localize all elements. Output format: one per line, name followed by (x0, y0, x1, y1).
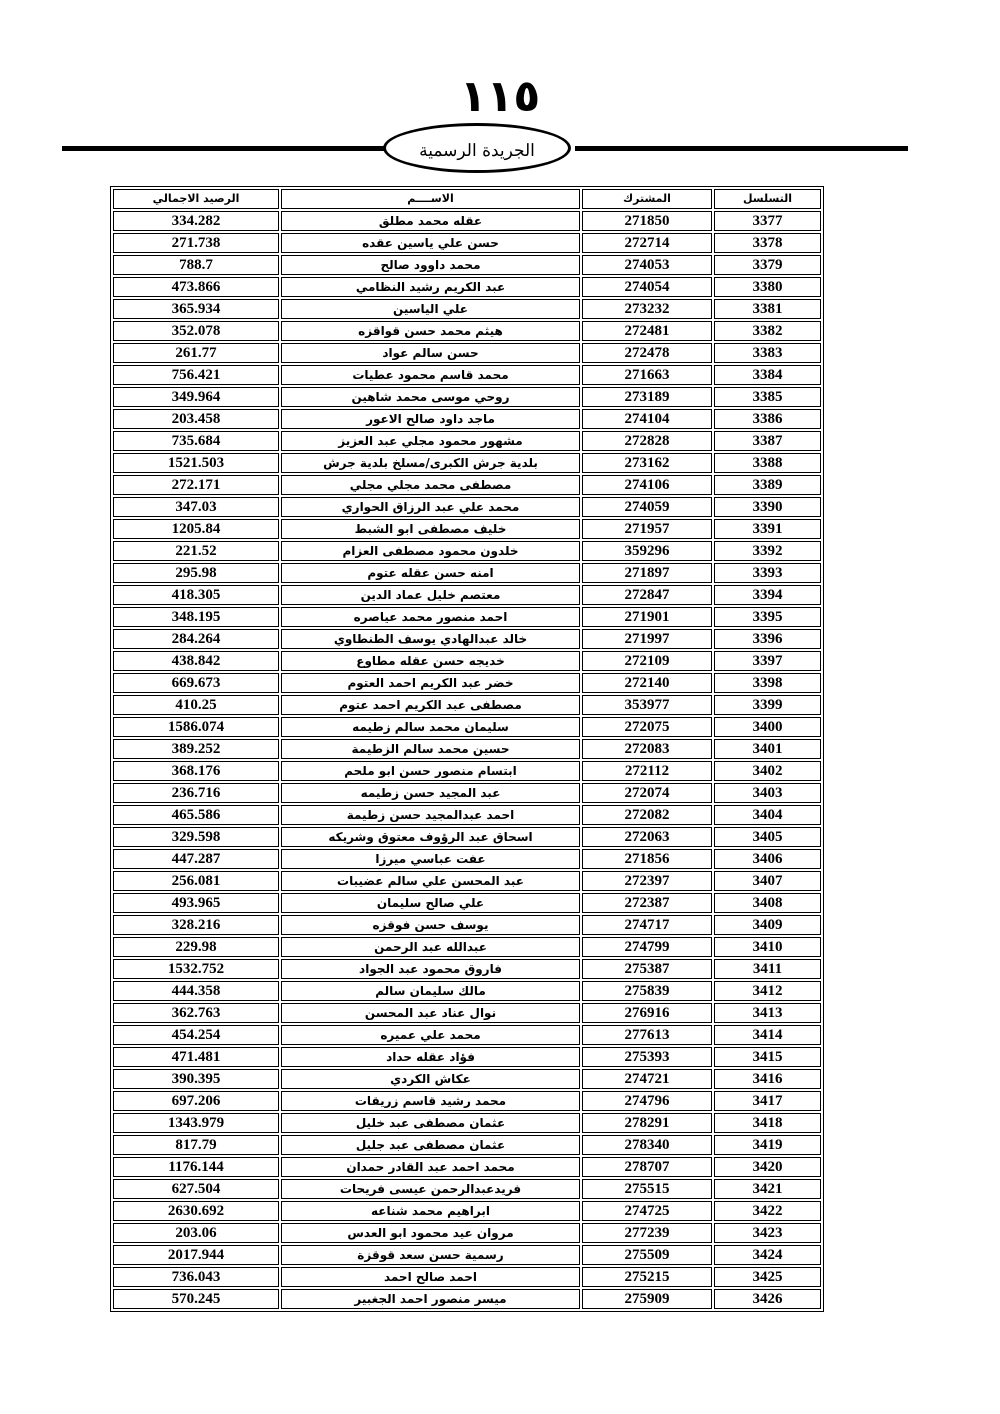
page-number: ١١٥ (459, 71, 541, 122)
table-row (113, 321, 821, 341)
subscriber-cell: 275393 (582, 1047, 712, 1067)
subscriber-cell: 278340 (582, 1135, 712, 1155)
table-row (113, 607, 821, 627)
serial-cell: 3403 (714, 783, 821, 803)
table-row (113, 739, 821, 759)
serial-cell: 3378 (714, 233, 821, 253)
masthead-title: الجريدة الرسمية (419, 141, 535, 161)
table-row (113, 1201, 821, 1221)
total-balance-cell: 352.078 (113, 321, 279, 341)
serial-cell: 3377 (714, 211, 821, 231)
table-row (113, 805, 821, 825)
name-cell: رسمية حسن سعد قوقزة (281, 1245, 580, 1265)
total-balance-cell: 256.081 (113, 871, 279, 891)
name-cell: سليمان محمد سالم زطيمه (281, 717, 580, 737)
subscriber-cell: 272082 (582, 805, 712, 825)
subscriber-cell: 274104 (582, 409, 712, 429)
table-row (113, 937, 821, 957)
name-cell: خلدون محمود مصطفى العزام (281, 541, 580, 561)
serial-cell: 3417 (714, 1091, 821, 1111)
serial-cell: 3388 (714, 453, 821, 473)
serial-cell: 3418 (714, 1113, 821, 1133)
serial-cell: 3414 (714, 1025, 821, 1045)
name-cell: مروان عيد محمود ابو العدس (281, 1223, 580, 1243)
subscriber-cell: 353977 (582, 695, 712, 715)
total-balance-cell: 390.395 (113, 1069, 279, 1089)
serial-cell: 3422 (714, 1201, 821, 1221)
serial-cell: 3423 (714, 1223, 821, 1243)
subscriber-cell: 278707 (582, 1157, 712, 1177)
serial-cell: 3406 (714, 849, 821, 869)
name-cell: علي صالح سليمان (281, 893, 580, 913)
table-row (113, 827, 821, 847)
serial-cell: 3386 (714, 409, 821, 429)
total-balance-cell: 1343.979 (113, 1113, 279, 1133)
name-cell: محمد احمد عبد القادر حمدان (281, 1157, 580, 1177)
total-balance-cell: 627.504 (113, 1179, 279, 1199)
subscriber-cell: 273232 (582, 299, 712, 319)
table-row (113, 1113, 821, 1133)
total-balance-cell: 203.06 (113, 1223, 279, 1243)
total-balance-cell: 362.763 (113, 1003, 279, 1023)
subscriber-cell: 272478 (582, 343, 712, 363)
serial-cell: 3393 (714, 563, 821, 583)
subscriber-cell: 271663 (582, 365, 712, 385)
table-row (113, 761, 821, 781)
total-balance-cell: 329.598 (113, 827, 279, 847)
subscriber-cell: 272397 (582, 871, 712, 891)
name-cell: احمد منصور محمد عياصره (281, 607, 580, 627)
subscriber-cell: 277239 (582, 1223, 712, 1243)
serial-cell: 3392 (714, 541, 821, 561)
name-cell: بلدية جرش الكبرى/مسلخ بلدية جرش (281, 453, 580, 473)
table-row (113, 651, 821, 671)
serial-cell: 3379 (714, 255, 821, 275)
serial-cell: 3415 (714, 1047, 821, 1067)
total-balance-cell: 438.842 (113, 651, 279, 671)
table-row (113, 299, 821, 319)
masthead-rule-left (62, 146, 385, 151)
table-row (113, 695, 821, 715)
table-row (113, 629, 821, 649)
name-cell: محمد علي عبد الرزاق الحواري (281, 497, 580, 517)
subscriber-cell: 271901 (582, 607, 712, 627)
total-balance-cell: 349.964 (113, 387, 279, 407)
subscriber-cell: 274725 (582, 1201, 712, 1221)
table-row (113, 585, 821, 605)
name-cell: محمد داوود صالح (281, 255, 580, 275)
name-cell: ماجد داود صالح الاعور (281, 409, 580, 429)
table-row (113, 211, 821, 231)
total-balance-cell: 418.305 (113, 585, 279, 605)
name-cell: علي الياسين (281, 299, 580, 319)
serial-cell: 3424 (714, 1245, 821, 1265)
total-balance-cell: 410.25 (113, 695, 279, 715)
table-row (113, 1289, 821, 1309)
total-balance-cell: 272.171 (113, 475, 279, 495)
table-row (113, 387, 821, 407)
table-row (113, 1003, 821, 1023)
table-row (113, 453, 821, 473)
serial-cell: 3381 (714, 299, 821, 319)
serial-cell: 3413 (714, 1003, 821, 1023)
table-row (113, 981, 821, 1001)
table-row (113, 541, 821, 561)
table-row (113, 563, 821, 583)
subscriber-cell: 275909 (582, 1289, 712, 1309)
subscriber-cell: 272714 (582, 233, 712, 253)
subscriber-cell: 272083 (582, 739, 712, 759)
subscriber-cell: 275509 (582, 1245, 712, 1265)
name-cell: عفت عباسي ميرزا (281, 849, 580, 869)
total-balance-cell: 368.176 (113, 761, 279, 781)
table-row (113, 871, 821, 891)
name-cell: خديجه حسن عقله مطاوع (281, 651, 580, 671)
serial-cell: 3390 (714, 497, 821, 517)
total-balance-cell: 261.77 (113, 343, 279, 363)
total-balance-cell: 2630.692 (113, 1201, 279, 1221)
subscriber-cell: 274799 (582, 937, 712, 957)
serial-cell: 3382 (714, 321, 821, 341)
total-balance-cell: 221.52 (113, 541, 279, 561)
table-row (113, 915, 821, 935)
name-cell: محمد رشيد قاسم زريقات (281, 1091, 580, 1111)
name-cell: عقله محمد مطلق (281, 211, 580, 231)
subscriber-cell: 359296 (582, 541, 712, 561)
serial-cell: 3409 (714, 915, 821, 935)
name-cell: ميسر منصور احمد الجغبير (281, 1289, 580, 1309)
total-balance-cell: 669.673 (113, 673, 279, 693)
serial-cell: 3395 (714, 607, 821, 627)
serial-cell: 3412 (714, 981, 821, 1001)
total-balance-cell: 271.738 (113, 233, 279, 253)
name-cell: حسن علي ياسين عقده (281, 233, 580, 253)
total-balance-cell: 444.358 (113, 981, 279, 1001)
name-cell: عثمان مصطفى عبد جليل (281, 1135, 580, 1155)
total-balance-cell: 328.216 (113, 915, 279, 935)
total-balance-cell: 493.965 (113, 893, 279, 913)
serial-cell: 3400 (714, 717, 821, 737)
total-balance-cell: 1532.752 (113, 959, 279, 979)
table-row (113, 431, 821, 451)
name-cell: فريدعبدالرحمن عيسى فريحات (281, 1179, 580, 1199)
subscriber-cell: 274053 (582, 255, 712, 275)
table-row (113, 959, 821, 979)
total-balance-cell: 295.98 (113, 563, 279, 583)
serial-cell: 3425 (714, 1267, 821, 1287)
subscriber-cell: 275839 (582, 981, 712, 1001)
total-balance-cell: 1586.074 (113, 717, 279, 737)
table-row (113, 1135, 821, 1155)
serial-cell: 3391 (714, 519, 821, 539)
name-cell: خضر عبد الكريم احمد العتوم (281, 673, 580, 693)
table-row (113, 475, 821, 495)
subscriber-cell: 272481 (582, 321, 712, 341)
subscriber-cell: 272074 (582, 783, 712, 803)
serial-cell: 3385 (714, 387, 821, 407)
total-balance-cell: 1176.144 (113, 1157, 279, 1177)
serial-cell: 3405 (714, 827, 821, 847)
total-balance-cell: 570.245 (113, 1289, 279, 1309)
subscriber-cell: 275215 (582, 1267, 712, 1287)
total-balance-cell: 788.7 (113, 255, 279, 275)
serial-cell: 3394 (714, 585, 821, 605)
total-balance-cell: 284.264 (113, 629, 279, 649)
name-cell: نوال عناد عبد المحسن (281, 1003, 580, 1023)
subscriber-cell: 271997 (582, 629, 712, 649)
total-balance-cell: 1521.503 (113, 453, 279, 473)
header-serial: التسلسل (714, 189, 821, 209)
name-cell: مصطفى محمد مجلي مجلي (281, 475, 580, 495)
table-row (113, 673, 821, 693)
serial-cell: 3398 (714, 673, 821, 693)
subscriber-cell: 278291 (582, 1113, 712, 1133)
subscriber-cell: 274106 (582, 475, 712, 495)
table-row (113, 1025, 821, 1045)
serial-cell: 3421 (714, 1179, 821, 1199)
total-balance-cell: 348.195 (113, 607, 279, 627)
name-cell: مصطفى عبد الكريم احمد عتوم (281, 695, 580, 715)
total-balance-cell: 454.254 (113, 1025, 279, 1045)
name-cell: فؤاد عقله حداد (281, 1047, 580, 1067)
name-cell: هيثم محمد حسن قواقزه (281, 321, 580, 341)
name-cell: حسين محمد سالم الزطيمة (281, 739, 580, 759)
table-row (113, 1047, 821, 1067)
table-row (113, 519, 821, 539)
table-row (113, 233, 821, 253)
subscriber-cell: 273162 (582, 453, 712, 473)
total-balance-cell: 447.287 (113, 849, 279, 869)
serial-cell: 3387 (714, 431, 821, 451)
subscriber-cell: 271850 (582, 211, 712, 231)
total-balance-cell: 697.206 (113, 1091, 279, 1111)
subscriber-cell: 276916 (582, 1003, 712, 1023)
total-balance-cell: 736.043 (113, 1267, 279, 1287)
header-subscriber: المشترك (582, 189, 712, 209)
serial-cell: 3404 (714, 805, 821, 825)
subscriber-cell: 274717 (582, 915, 712, 935)
name-cell: امنه حسن عقله عتوم (281, 563, 580, 583)
subscriber-cell: 272112 (582, 761, 712, 781)
total-balance-cell: 1205.84 (113, 519, 279, 539)
subscriber-cell: 271856 (582, 849, 712, 869)
name-cell: عكاش الكردي (281, 1069, 580, 1089)
serial-cell: 3402 (714, 761, 821, 781)
table-row (113, 255, 821, 275)
total-balance-cell: 365.934 (113, 299, 279, 319)
name-cell: عبد المحسن علي سالم عضيبات (281, 871, 580, 891)
table-row (113, 1069, 821, 1089)
name-cell: عثمان مصطفى عبد خليل (281, 1113, 580, 1133)
subscriber-cell: 274059 (582, 497, 712, 517)
table-row (113, 1245, 821, 1265)
subscriber-cell: 271897 (582, 563, 712, 583)
total-balance-cell: 347.03 (113, 497, 279, 517)
name-cell: مالك سليمان سالم (281, 981, 580, 1001)
serial-cell: 3420 (714, 1157, 821, 1177)
masthead-rule-right (575, 146, 908, 151)
serial-cell: 3410 (714, 937, 821, 957)
total-balance-cell: 2017.944 (113, 1245, 279, 1265)
table-body (113, 211, 821, 1309)
name-cell: روحي موسى محمد شاهين (281, 387, 580, 407)
name-cell: محمد قاسم محمود عطيات (281, 365, 580, 385)
balances-table (110, 186, 824, 1312)
name-cell: ابتسام منصور حسن ابو ملحم (281, 761, 580, 781)
name-cell: خالد عبدالهادي يوسف الطنطاوي (281, 629, 580, 649)
table-row (113, 849, 821, 869)
subscriber-cell: 272828 (582, 431, 712, 451)
name-cell: خليف مصطفى ابو الشبط (281, 519, 580, 539)
serial-cell: 3389 (714, 475, 821, 495)
serial-cell: 3383 (714, 343, 821, 363)
total-balance-cell: 473.866 (113, 277, 279, 297)
table-row (113, 717, 821, 737)
serial-cell: 3408 (714, 893, 821, 913)
subscriber-cell: 272140 (582, 673, 712, 693)
name-cell: حسن سالم عواد (281, 343, 580, 363)
table-row (113, 1179, 821, 1199)
serial-cell: 3426 (714, 1289, 821, 1309)
table-row (113, 783, 821, 803)
serial-cell: 3401 (714, 739, 821, 759)
serial-cell: 3411 (714, 959, 821, 979)
header-name: الاســــم (281, 189, 580, 209)
subscriber-cell: 273189 (582, 387, 712, 407)
total-balance-cell: 735.684 (113, 431, 279, 451)
subscriber-cell: 272063 (582, 827, 712, 847)
serial-cell: 3419 (714, 1135, 821, 1155)
subscriber-cell: 272847 (582, 585, 712, 605)
subscriber-cell: 274054 (582, 277, 712, 297)
name-cell: محمد علي عميره (281, 1025, 580, 1045)
name-cell: عبدالله عبد الرحمن (281, 937, 580, 957)
total-balance-cell: 389.252 (113, 739, 279, 759)
total-balance-cell: 236.716 (113, 783, 279, 803)
name-cell: عبد المجيد حسن زطيمه (281, 783, 580, 803)
table-row (113, 1091, 821, 1111)
name-cell: ابراهيم محمد شناعه (281, 1201, 580, 1221)
name-cell: اسحاق عبد الرؤوف معتوق وشريكه (281, 827, 580, 847)
header-total-balance: الرصيد الاجمالي (113, 189, 279, 209)
total-balance-cell: 203.458 (113, 409, 279, 429)
serial-cell: 3416 (714, 1069, 821, 1089)
name-cell: فاروق محمود عبد الجواد (281, 959, 580, 979)
name-cell: يوسف حسن فوقزه (281, 915, 580, 935)
serial-cell: 3397 (714, 651, 821, 671)
serial-cell: 3396 (714, 629, 821, 649)
subscriber-cell: 274796 (582, 1091, 712, 1111)
table-row (113, 1157, 821, 1177)
total-balance-cell: 756.421 (113, 365, 279, 385)
subscriber-cell: 271957 (582, 519, 712, 539)
subscriber-cell: 272109 (582, 651, 712, 671)
name-cell: معتصم خليل عماد الدين (281, 585, 580, 605)
table-row (113, 1267, 821, 1287)
total-balance-cell: 817.79 (113, 1135, 279, 1155)
name-cell: احمد صالح احمد (281, 1267, 580, 1287)
serial-cell: 3407 (714, 871, 821, 891)
subscriber-cell: 277613 (582, 1025, 712, 1045)
total-balance-cell: 471.481 (113, 1047, 279, 1067)
subscriber-cell: 275515 (582, 1179, 712, 1199)
table-row (113, 277, 821, 297)
subscriber-cell: 272075 (582, 717, 712, 737)
serial-cell: 3384 (714, 365, 821, 385)
table-header-row (113, 189, 821, 209)
table-row (113, 365, 821, 385)
serial-cell: 3399 (714, 695, 821, 715)
table-row (113, 343, 821, 363)
name-cell: مشهور محمود مجلي عبد العزيز (281, 431, 580, 451)
subscriber-cell: 272387 (582, 893, 712, 913)
subscriber-cell: 274721 (582, 1069, 712, 1089)
table-row (113, 893, 821, 913)
table-row (113, 1223, 821, 1243)
total-balance-cell: 465.586 (113, 805, 279, 825)
name-cell: احمد عبدالمجيد حسن زطيمة (281, 805, 580, 825)
total-balance-cell: 229.98 (113, 937, 279, 957)
table-row (113, 497, 821, 517)
subscriber-cell: 275387 (582, 959, 712, 979)
serial-cell: 3380 (714, 277, 821, 297)
total-balance-cell: 334.282 (113, 211, 279, 231)
name-cell: عبد الكريم رشيد النظامي (281, 277, 580, 297)
table-row (113, 409, 821, 429)
